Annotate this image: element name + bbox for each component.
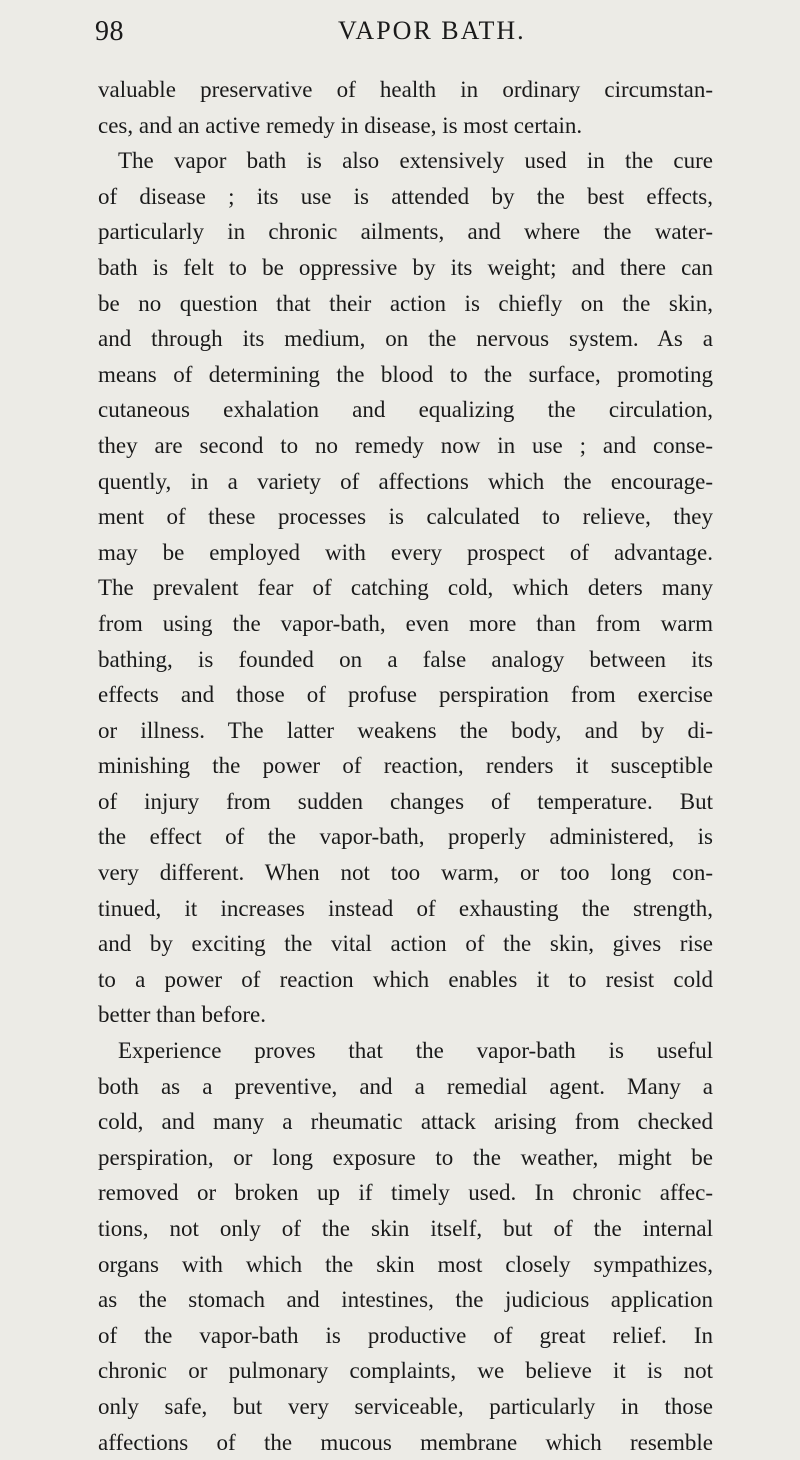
text-line: The vapor bath is also extensively used in the cure	[118, 148, 713, 174]
text-line: of injury from sudden changes of temperature. But	[98, 788, 713, 814]
text-line: as the stomach and intestines, the judicious application	[98, 1287, 713, 1313]
text-line: cold, and many a rheumatic attack arising from checked	[98, 1109, 713, 1135]
text-line: ces, and an active remedy in disease, is most certain.	[98, 112, 583, 138]
text-line: tinued, it increases instead of exhausting the strength,	[98, 895, 713, 921]
text-line: and through its medium, on the nervous system. As a	[98, 326, 713, 352]
text-line: tions, not only of the skin itself, but of the internal	[98, 1216, 713, 1241]
text-line: organs with which the skin most closely sympathizes,	[98, 1251, 713, 1277]
text-line: valuable preservative of health in ordinary circumstan-	[98, 77, 713, 102]
text-line: both as a preventive, and a remedial agent. Many a	[98, 1073, 713, 1099]
text-line: removed or broken up if timely used. In chronic affec-	[98, 1180, 713, 1206]
page-header	[0, 16, 800, 56]
text-line: perspiration, or long exposure to the weather, might be	[98, 1144, 713, 1170]
text-line: they are second to no remedy now in use ; and conse-	[98, 432, 713, 458]
text-line: bath is felt to be oppressive by its weight; and there can	[98, 254, 713, 280]
text-line: better than before.	[98, 1002, 266, 1028]
text-line: or illness. The latter weakens the body, and by di-	[98, 717, 713, 743]
text-line: affections of the mucous membrane which resemble	[98, 1429, 713, 1455]
text-line: and by exciting the vital action of the skin, gives rise	[98, 931, 713, 957]
body-text	[98, 72, 713, 1460]
text-line: the effect of the vapor-bath, properly administered, is	[98, 824, 713, 850]
text-line: may be employed with every prospect of advantage.	[98, 539, 713, 565]
text-line: minishing the power of reaction, renders it susceptible	[98, 753, 713, 779]
text-line: chronic or pulmonary complaints, we believe it is not	[98, 1358, 713, 1384]
running-head: VAPOR BATH.	[338, 16, 526, 45]
text-line: quently, in a variety of affections which the encourage-	[98, 468, 713, 494]
text-line: of disease ; its use is attended by the best effects,	[98, 183, 713, 209]
text-line: The prevalent fear of catching cold, which deters many	[98, 575, 713, 601]
text-line: effects and those of profuse perspiration from exercise	[98, 682, 713, 708]
page-number: 98	[95, 16, 124, 47]
text-line: very different. When not too warm, or too long con-	[98, 860, 713, 886]
text-line: bathing, is founded on a false analogy between its	[98, 646, 713, 672]
text-line: cutaneous exhalation and equalizing the circulation,	[98, 397, 713, 423]
text-line: means of determining the blood to the surface, promoting	[98, 361, 713, 387]
text-line: ment of these processes is calculated to relieve, they	[98, 504, 713, 530]
text-line: be no question that their action is chiefly on the skin,	[98, 290, 713, 316]
text-line: of the vapor-bath is productive of great relief. In	[98, 1322, 713, 1348]
text-line: Experience proves that the vapor-bath is useful	[118, 1038, 713, 1064]
text-line: particularly in chronic ailments, and where the water-	[98, 219, 713, 245]
text-line: only safe, but very serviceable, particularly in those	[98, 1393, 713, 1419]
text-line: from using the vapor-bath, even more than from warm	[98, 610, 713, 636]
text-line: to a power of reaction which enables it to resist cold	[98, 966, 713, 992]
